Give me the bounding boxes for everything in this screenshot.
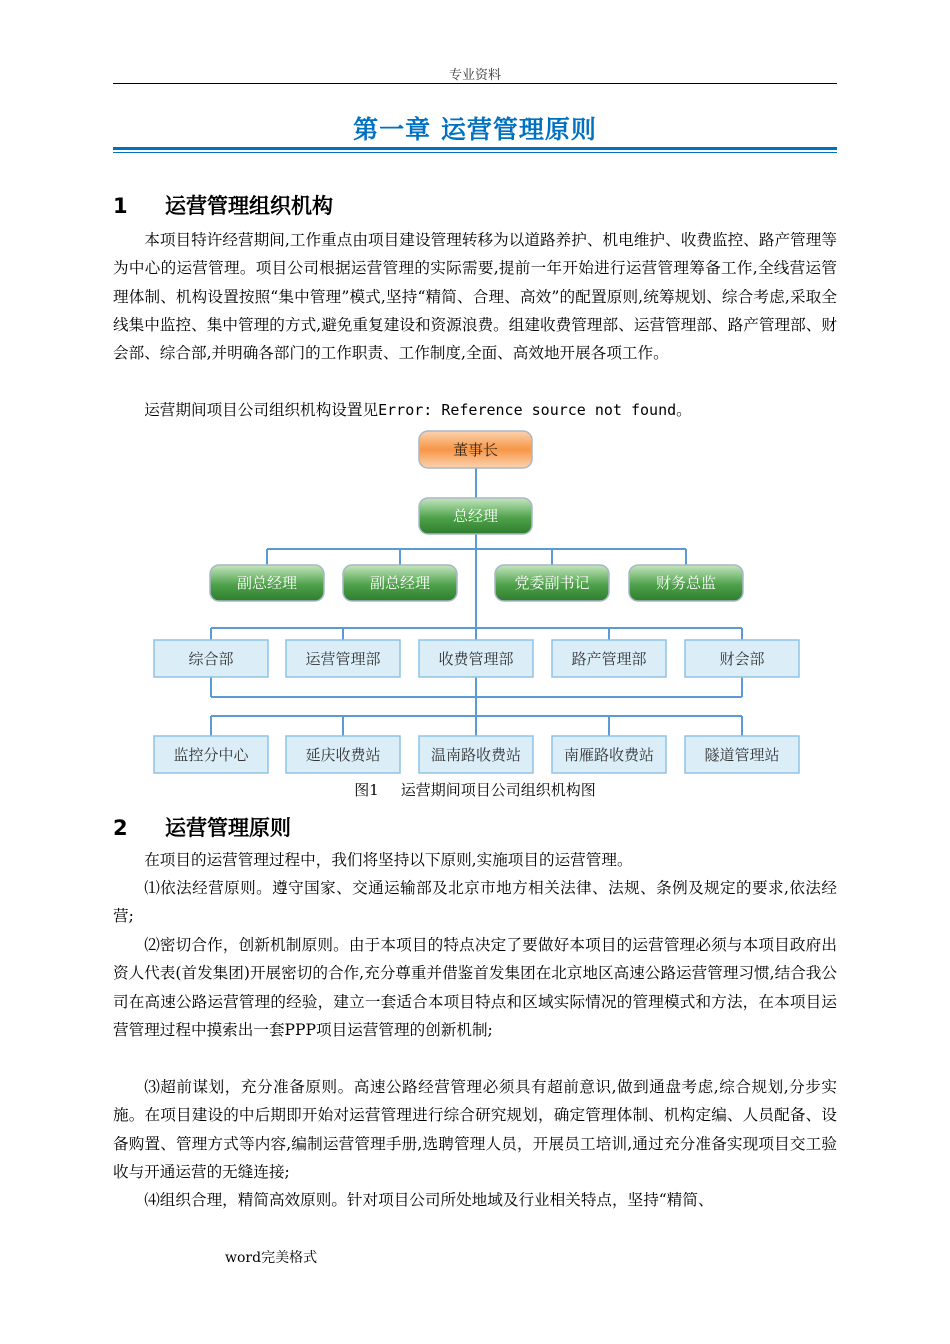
org-node-dept-4 — [552, 640, 666, 677]
principle-item-1: ⑴依法经营原则。遵守国家、交通运输部及北京市地方相关法律、法规、条例及规定的要求,依法经营; — [113, 879, 837, 926]
org-node-station-5 — [685, 736, 799, 773]
para2-suffix: 。 — [676, 401, 692, 419]
org-node-dept-1 — [154, 640, 268, 677]
org-node-deputy-4-label: 财务总监 — [655, 574, 717, 592]
section-1-number: 1 — [113, 194, 128, 218]
page-footer: word完美格式 — [225, 1250, 318, 1266]
org-node-deputy-2-label: 副总经理 — [369, 574, 431, 592]
org-node-dept-2-label: 运营管理部 — [305, 650, 381, 668]
org-node-general-manager-label: 总经理 — [452, 507, 499, 525]
org-node-chairman-label: 董事长 — [452, 441, 499, 459]
org-node-station-3 — [419, 736, 533, 773]
reference-error-text: Error: Reference source not found — [378, 401, 677, 419]
principle-item-4: ⑷组织合理，精简高效原则。针对项目公司所处地域及行业相关特点，坚持“精简、 — [144, 1191, 714, 1209]
org-node-deputy-3 — [495, 565, 609, 601]
org-node-station-2-label: 延庆收费站 — [305, 746, 381, 764]
principle-item-2: ⑵密切合作，创新机制原则。由于本项目的特点决定了要做好本项目的运营管理必须与本项目政府出资人代表(首发集团)开展密切的合作,充分尊重并借鉴首发集团在北京地区高速公路运营管理习惯,结合我公司在高速公路运营管理的经验，建立一套适合本项目特点和区域实际情况的管理模式和方法，在本项目运营管理过程中摸索出一套PPP项目运营管理的创新机制; — [113, 936, 837, 1039]
org-node-station-3-label: 温南路收费站 — [430, 746, 522, 764]
para2-prefix: 运营期间项目公司组织机构设置见 — [144, 401, 379, 419]
org-node-dept-1-label: 综合部 — [188, 650, 234, 668]
org-node-station-4-label: 南雁路收费站 — [563, 746, 655, 764]
page-header: 专业资料 — [448, 68, 501, 83]
org-node-deputy-3-label: 党委副书记 — [514, 574, 590, 592]
figure-caption-text: 运营期间项目公司组织机构图 — [400, 781, 596, 799]
figure-caption-label: 图1 — [354, 781, 379, 799]
org-node-station-2 — [286, 736, 400, 773]
org-node-dept-3 — [419, 640, 533, 677]
org-node-station-5-label: 隧道管理站 — [704, 746, 780, 764]
section-2-intro: 在项目的运营管理过程中，我们将坚持以下原则,实施项目的运营管理。 — [144, 851, 633, 869]
section-2-number: 2 — [113, 816, 128, 840]
section-2-heading — [113, 812, 291, 842]
figure-caption — [0, 779, 950, 800]
org-node-station-1-label: 监控分中心 — [173, 746, 249, 764]
org-node-dept-5 — [685, 640, 799, 677]
org-node-dept-3-label: 收费管理部 — [438, 650, 514, 668]
org-node-deputy-4 — [629, 565, 743, 601]
section-1-title: 运营管理组织机构 — [165, 194, 333, 218]
org-node-station-4 — [552, 736, 666, 773]
org-node-dept-5-label: 财会部 — [719, 650, 765, 668]
org-node-general-manager — [419, 498, 532, 534]
chapter-title: 第一章 运营管理原则 — [353, 115, 597, 144]
org-node-deputy-1 — [210, 565, 324, 601]
org-node-deputy-1-label: 副总经理 — [236, 574, 298, 592]
org-node-station-1 — [154, 736, 268, 773]
principle-item-3: ⑶超前谋划，充分准备原则。高速公路经营管理必须具有超前意识,做到通盘考虑,综合规划,分步实施。在项目建设的中后期即开始对运营管理进行综合研究规划，确定管理体制、机构定编、人员配备、设备购置、管理方式等内容,编制运营管理手册,选聘管理人员，开展员工培训,通过充分准备实现项目交工验收与开通运营的无缝连接; — [113, 1078, 837, 1181]
org-node-chairman — [419, 431, 532, 468]
org-node-dept-4-label: 路产管理部 — [571, 650, 647, 668]
section-1-paragraph-1: 本项目特许经营期间,工作重点由项目建设管理转移为以道路养护、机电维护、收费监控、路产管理等为中心的运营管理。项目公司根据运营管理的实际需要,提前一年开始进行运营管理筹备工作,全线营运管理体制、机构设置按照“集中管理”模式,坚持“精简、合理、高效”的配置原则,统筹规划、综合考虑,采取全线集中监控、集中管理的方式,避免重复建设和资源浪费。组建收费管理部、运营管理部、路产管理部、财会部、综合部,并明确各部门的工作职责、工作制度,全面、高效地开展各项工作。 — [113, 231, 837, 363]
org-node-deputy-2 — [343, 565, 457, 601]
org-node-dept-2 — [286, 640, 400, 677]
section-2-title: 运营管理原则 — [165, 816, 291, 840]
